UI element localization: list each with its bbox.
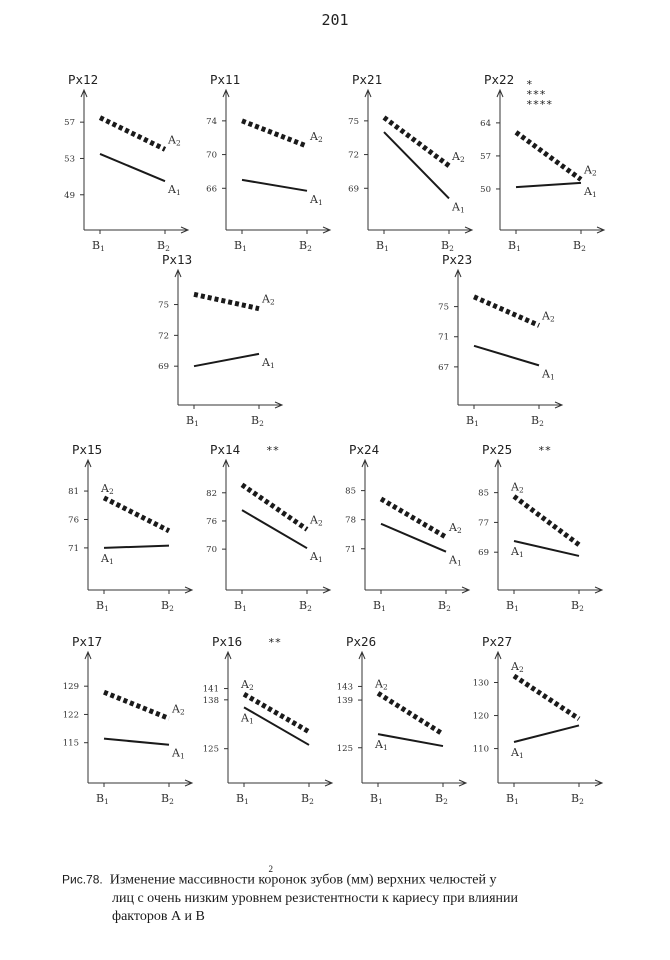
y-tick-label: 70 — [206, 150, 217, 161]
series-line-a1 — [194, 354, 259, 366]
y-tick-label: 50 — [480, 184, 491, 195]
series-line-a1 — [100, 154, 165, 181]
x-tick-label: B2 — [438, 599, 451, 613]
y-tick-label: 78 — [345, 515, 356, 526]
series-label-a1: A1 — [310, 550, 323, 565]
significance-stars: **** — [526, 98, 553, 111]
series-line-a1 — [104, 546, 169, 548]
y-tick-label: 81 — [68, 487, 79, 498]
series-line-a2 — [516, 132, 581, 179]
y-tick-label: 85 — [478, 488, 489, 499]
series-line-a2 — [104, 692, 169, 718]
x-tick-label: B1 — [234, 599, 247, 613]
y-tick-label: 115 — [62, 738, 79, 749]
chart-title: Px13 — [162, 252, 193, 267]
series-line-a2 — [194, 294, 259, 308]
x-tick-label: B1 — [96, 599, 109, 613]
caption-text-1: Изменение массивности коронок зубов (мм) верхних челюстей у — [109, 872, 497, 888]
page-number: 201 — [321, 11, 349, 29]
series-label-a2: A2 — [511, 659, 524, 674]
series-label-a2: A2 — [168, 133, 181, 148]
series-label-a1: A1 — [310, 192, 323, 207]
series-label-a1: A1 — [584, 184, 597, 199]
x-tick-label: B2 — [161, 792, 174, 806]
y-tick-label: 57 — [64, 118, 75, 129]
series-line-a2 — [474, 297, 539, 326]
chart-px14 — [206, 442, 330, 613]
x-tick-label: B2 — [435, 792, 448, 806]
series-label-a2: A2 — [310, 130, 323, 145]
series-line-a1 — [514, 725, 579, 742]
y-tick-label: 72 — [158, 331, 169, 342]
x-tick-label: B1 — [186, 414, 199, 428]
chart-px25 — [478, 442, 602, 613]
chart-title: Px25 — [482, 442, 513, 457]
series-label-a2: A2 — [542, 309, 555, 324]
y-tick-label: 64 — [480, 118, 491, 129]
x-tick-label: B2 — [251, 414, 264, 428]
y-tick-label: 82 — [206, 488, 217, 499]
chart-title: Px22 — [484, 72, 515, 87]
series-line-a2 — [242, 485, 307, 530]
series-line-a2 — [514, 496, 579, 544]
series-line-a1 — [514, 541, 579, 556]
y-tick-label: 74 — [206, 116, 217, 127]
y-tick-label: 75 — [158, 300, 169, 311]
x-tick-label: B2 — [571, 599, 584, 613]
chart-px12 — [64, 72, 188, 253]
chart-title: Px26 — [346, 634, 377, 649]
x-tick-label: B1 — [92, 239, 105, 253]
series-line-a1 — [474, 346, 539, 366]
significance-stars: ** — [268, 636, 282, 649]
y-tick-label: 71 — [345, 544, 356, 555]
y-tick-label: 85 — [345, 486, 356, 497]
series-label-a1: A1 — [452, 200, 465, 215]
x-tick-label: B1 — [96, 792, 109, 806]
caption-prefix: Рис.78. — [62, 872, 103, 887]
y-tick-label: 66 — [206, 184, 217, 195]
series-line-a1 — [381, 524, 446, 552]
x-tick-label: B1 — [370, 792, 383, 806]
y-tick-label: 130 — [472, 678, 489, 689]
y-tick-label: 77 — [478, 518, 489, 529]
series-label-a2: A2 — [449, 521, 462, 536]
series-line-a1 — [104, 739, 169, 745]
series-line-a2 — [104, 498, 169, 531]
x-tick-label: B2 — [571, 792, 584, 806]
x-tick-label: B2 — [299, 239, 312, 253]
y-tick-label: 53 — [64, 154, 75, 165]
y-tick-label: 69 — [478, 548, 489, 559]
x-tick-label: B1 — [234, 239, 247, 253]
series-label-a1: A1 — [101, 551, 114, 566]
chart-px23 — [438, 252, 562, 428]
y-tick-label: 143 — [336, 682, 353, 693]
series-label-a1: A1 — [168, 183, 181, 198]
y-tick-label: 49 — [64, 190, 75, 201]
chart-title: Px17 — [72, 634, 103, 649]
chart-title: Px21 — [352, 72, 383, 87]
x-tick-label: B2 — [441, 239, 454, 253]
caption-line-2: лиц с очень низким уровнем резистентности к кариесу при влиянии — [112, 890, 519, 906]
series-label-a1: A1 — [449, 553, 462, 568]
chart-px17 — [63, 634, 192, 806]
chart-px24 — [345, 442, 469, 613]
series-line-a2 — [514, 676, 579, 719]
caption-line-3: факторов А и В — [112, 908, 205, 924]
series-line-a2 — [381, 499, 446, 537]
series-label-a2: A2 — [452, 149, 465, 164]
x-tick-label: B1 — [373, 599, 386, 613]
y-tick-label: 139 — [336, 696, 353, 707]
series-label-a1: A1 — [241, 711, 254, 726]
series-label-a2: A2 — [310, 513, 323, 528]
chart-title: Px27 — [482, 634, 513, 649]
series-line-a2 — [100, 118, 165, 150]
y-tick-label: 69 — [158, 362, 169, 373]
series-label-a2: A2 — [584, 163, 597, 178]
x-tick-label: B2 — [157, 239, 170, 253]
y-tick-label: 122 — [62, 710, 79, 721]
x-tick-label: B2 — [531, 414, 544, 428]
series-line-a1 — [242, 180, 307, 191]
series-line-a1 — [378, 734, 443, 746]
y-tick-label: 141 — [202, 684, 219, 695]
series-label-a1: A1 — [511, 745, 524, 760]
chart-title: Px11 — [210, 72, 241, 87]
caption-superscript: 2 — [268, 864, 274, 874]
y-tick-label: 67 — [438, 362, 449, 373]
y-tick-label: 129 — [62, 682, 79, 693]
series-label-a2: A2 — [172, 702, 185, 717]
series-line-a1 — [242, 510, 307, 548]
chart-px22 — [480, 72, 604, 253]
x-tick-label: B1 — [376, 239, 389, 253]
x-tick-label: B1 — [236, 792, 249, 806]
chart-title: Px16 — [212, 634, 243, 649]
series-label-a1: A1 — [542, 367, 555, 382]
y-tick-label: 57 — [480, 151, 491, 162]
series-label-a1: A1 — [375, 738, 388, 753]
x-tick-label: B2 — [299, 599, 312, 613]
chart-px16 — [203, 634, 332, 806]
series-label-a2: A2 — [511, 480, 524, 495]
chart-title: Px14 — [210, 442, 241, 457]
y-tick-label: 76 — [206, 516, 217, 527]
y-tick-label: 120 — [472, 711, 489, 722]
significance-stars: *** — [526, 88, 546, 101]
y-tick-label: 69 — [348, 184, 359, 195]
series-line-a1 — [384, 132, 449, 198]
significance-stars: ** — [266, 444, 280, 457]
chart-px27 — [473, 634, 602, 806]
x-tick-label: B1 — [508, 239, 521, 253]
caption-line-1 — [62, 866, 622, 890]
x-tick-label: B1 — [506, 792, 519, 806]
series-label-a2: A2 — [375, 677, 388, 692]
series-label-a1: A1 — [262, 355, 275, 370]
figure-caption — [62, 866, 622, 926]
significance-stars: * — [526, 78, 533, 91]
chart-title: Px15 — [72, 442, 103, 457]
y-tick-label: 75 — [348, 116, 359, 127]
chart-px11 — [206, 72, 330, 253]
series-label-a2: A2 — [262, 292, 275, 307]
chart-px13 — [158, 252, 282, 428]
y-tick-label: 110 — [472, 744, 489, 755]
y-tick-label: 76 — [68, 515, 79, 526]
chart-px26 — [337, 634, 466, 806]
series-label-a1: A1 — [511, 545, 524, 560]
chart-title: Px12 — [68, 72, 99, 87]
significance-stars: ** — [538, 444, 552, 457]
y-tick-label: 71 — [438, 332, 449, 343]
y-tick-label: 138 — [202, 695, 219, 706]
y-tick-label: 70 — [206, 545, 217, 556]
x-tick-label: B2 — [161, 599, 174, 613]
y-tick-label: 75 — [438, 302, 449, 313]
chart-px21 — [348, 72, 472, 253]
series-label-a2: A2 — [101, 481, 114, 496]
x-tick-label: B2 — [301, 792, 314, 806]
series-label-a1: A1 — [172, 746, 185, 761]
x-tick-label: B1 — [506, 599, 519, 613]
y-tick-label: 125 — [202, 744, 219, 755]
series-line-a2 — [378, 693, 443, 734]
y-tick-label: 72 — [348, 150, 359, 161]
series-line-a2 — [242, 121, 307, 146]
chart-title: Px24 — [349, 442, 380, 457]
series-line-a1 — [516, 183, 581, 187]
chart-px15 — [68, 442, 192, 613]
chart-title: Px23 — [442, 252, 473, 267]
series-label-a2: A2 — [241, 678, 254, 693]
x-tick-label: B2 — [573, 239, 586, 253]
charts-group — [63, 72, 604, 806]
x-tick-label: B1 — [466, 414, 479, 428]
y-tick-label: 71 — [68, 543, 79, 554]
y-tick-label: 125 — [336, 743, 353, 754]
